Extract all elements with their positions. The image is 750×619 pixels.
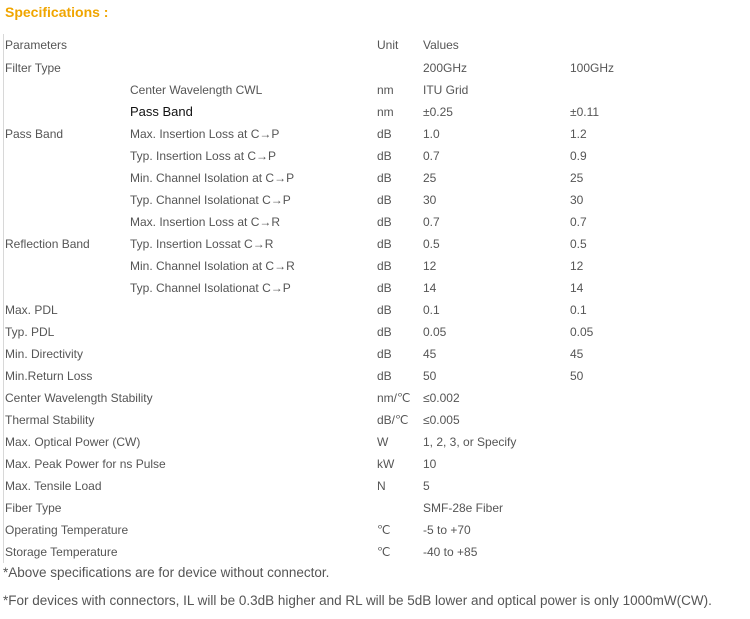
value-100ghz: 25	[570, 171, 584, 185]
unit-cell: ℃	[377, 545, 391, 559]
table-row	[4, 343, 744, 365]
value-200ghz: 0.7	[423, 149, 440, 163]
value-200ghz: 50	[423, 369, 437, 383]
value-cell: ≤0.005	[423, 413, 460, 427]
header-param: Parameters	[5, 38, 68, 52]
value-200ghz: 0.5	[423, 237, 440, 251]
table-row	[4, 145, 744, 167]
sub-param: Center Wavelength CWL	[130, 83, 263, 97]
value-100ghz: 14	[570, 281, 584, 295]
sub-param: Typ. Channel Isolationat C→P	[130, 193, 291, 207]
param-label: Max. Peak Power for ns Pulse	[5, 457, 166, 471]
value-200ghz: 45	[423, 347, 437, 361]
param-label: Thermal Stability	[5, 413, 95, 427]
value-200ghz: ITU Grid	[423, 83, 469, 97]
value-200ghz: 0.05	[423, 325, 447, 339]
value-100ghz: 1.2	[570, 127, 587, 141]
table-row	[4, 387, 744, 409]
table-row	[4, 167, 744, 189]
value-200ghz: 14	[423, 281, 437, 295]
value-cell: -40 to +85	[423, 545, 478, 559]
table-row	[4, 211, 744, 233]
table-row	[4, 123, 744, 145]
sub-param: Min. Channel Isolation at C→P	[130, 171, 295, 185]
sub-param: Pass Band	[130, 104, 193, 119]
spec-table	[3, 34, 744, 563]
reflection-band-label: Reflection Band	[5, 237, 90, 251]
param-label: Max. Optical Power (CW)	[5, 435, 141, 449]
unit-cell: dB	[377, 347, 392, 361]
footnote-connector-il: *For devices with connectors, IL will be 0.3dB higher and RL will be 5dB lower and optical power is only 1000mW(CW).	[3, 593, 712, 608]
unit-cell: dB	[377, 127, 392, 141]
unit-cell: N	[377, 479, 386, 493]
table-row	[4, 79, 744, 101]
pass-band-label: Pass Band	[5, 127, 64, 141]
param-label: Center Wavelength Stability	[5, 391, 153, 405]
param-label: Typ. PDL	[5, 325, 55, 339]
table-row	[4, 409, 744, 431]
unit-cell: dB	[377, 303, 392, 317]
sub-param: Typ. Insertion Lossat C→R	[130, 237, 274, 251]
value-100ghz: 0.1	[570, 303, 587, 317]
value-200ghz: 0.1	[423, 303, 440, 317]
unit-cell: dB	[377, 171, 392, 185]
value-100ghz: ±0.11	[570, 105, 600, 119]
table-row	[4, 101, 744, 123]
value-100ghz: 0.5	[570, 237, 587, 251]
unit-cell: dB	[377, 215, 392, 229]
table-row	[4, 497, 744, 519]
param-label: Max. PDL	[5, 303, 58, 317]
header-row	[4, 34, 744, 57]
pass-band-group	[4, 79, 744, 211]
unit-cell: nm	[377, 83, 394, 97]
param-label: Min. Directivity	[5, 347, 84, 361]
table-row	[4, 255, 744, 277]
unit-cell: W	[377, 435, 389, 449]
value-cell: 1, 2, 3, or Specify	[423, 435, 517, 449]
value-cell: 10	[423, 457, 437, 471]
unit-cell: dB	[377, 149, 392, 163]
param-label: Operating Temperature	[5, 523, 129, 537]
value-200ghz: 12	[423, 259, 437, 273]
value-cell: ≤0.002	[423, 391, 460, 405]
unit-cell: dB	[377, 193, 392, 207]
value-cell: 5	[423, 479, 430, 493]
value-100ghz: 45	[570, 347, 584, 361]
value-200ghz: 25	[423, 171, 437, 185]
value-200ghz: 30	[423, 193, 437, 207]
header-values: Values	[423, 38, 459, 52]
value-100ghz: 50	[570, 369, 584, 383]
unit-cell: dB	[377, 259, 392, 273]
table-row	[4, 277, 744, 299]
section-heading: Specifications :	[5, 4, 109, 20]
unit-cell: nm	[377, 105, 394, 119]
value-100ghz: 0.7	[570, 215, 587, 229]
table-row	[4, 431, 744, 453]
table-row	[4, 475, 744, 497]
unit-cell: dB	[377, 237, 392, 251]
value-200ghz: 0.7	[423, 215, 440, 229]
unit-cell: dB	[377, 369, 392, 383]
value-100ghz: 12	[570, 259, 584, 273]
table-row	[4, 233, 744, 255]
value-200ghz: ±0.25	[423, 105, 453, 119]
value-200ghz: 1.0	[423, 127, 440, 141]
param-label: Max. Tensile Load	[5, 479, 102, 493]
sub-param: Min. Channel Isolation at C→R	[130, 259, 295, 273]
sub-param: Typ. Channel Isolationat C→P	[130, 281, 291, 295]
value-100ghz: 30	[570, 193, 584, 207]
unit-cell: dB	[377, 325, 392, 339]
table-row	[4, 299, 744, 321]
filter-type-row	[4, 57, 744, 79]
filter-type-200ghz: 200GHz	[423, 61, 468, 75]
param-label: Fiber Type	[5, 501, 62, 515]
unit-cell: ℃	[377, 523, 391, 537]
unit-cell: kW	[377, 457, 395, 471]
value-100ghz: 0.05	[570, 325, 594, 339]
unit-cell: nm/℃	[377, 391, 411, 405]
table-row	[4, 321, 744, 343]
filter-type-100ghz: 100GHz	[570, 61, 615, 75]
footnote-connector: *Above specifications are for device without connector.	[3, 565, 330, 580]
param-label: Min.Return Loss	[5, 369, 93, 383]
unit-cell: dB/℃	[377, 413, 409, 427]
table-row	[4, 541, 744, 563]
table-row	[4, 453, 744, 475]
table-row	[4, 519, 744, 541]
value-100ghz: 0.9	[570, 149, 587, 163]
unit-cell: dB	[377, 281, 392, 295]
sub-param: Max. Insertion Loss at C→P	[130, 127, 280, 141]
reflection-band-group	[4, 211, 744, 299]
param-label: Storage Temperature	[5, 545, 118, 559]
value-cell: SMF-28e Fiber	[423, 501, 504, 515]
table-row	[4, 365, 744, 387]
sub-param: Typ. Insertion Loss at C→P	[130, 149, 277, 163]
sub-param: Max. Insertion Loss at C→R	[130, 215, 281, 229]
value-cell: -5 to +70	[423, 523, 471, 537]
header-unit: Unit	[377, 38, 399, 52]
filter-type-label: Filter Type	[5, 61, 61, 75]
table-row	[4, 189, 744, 211]
